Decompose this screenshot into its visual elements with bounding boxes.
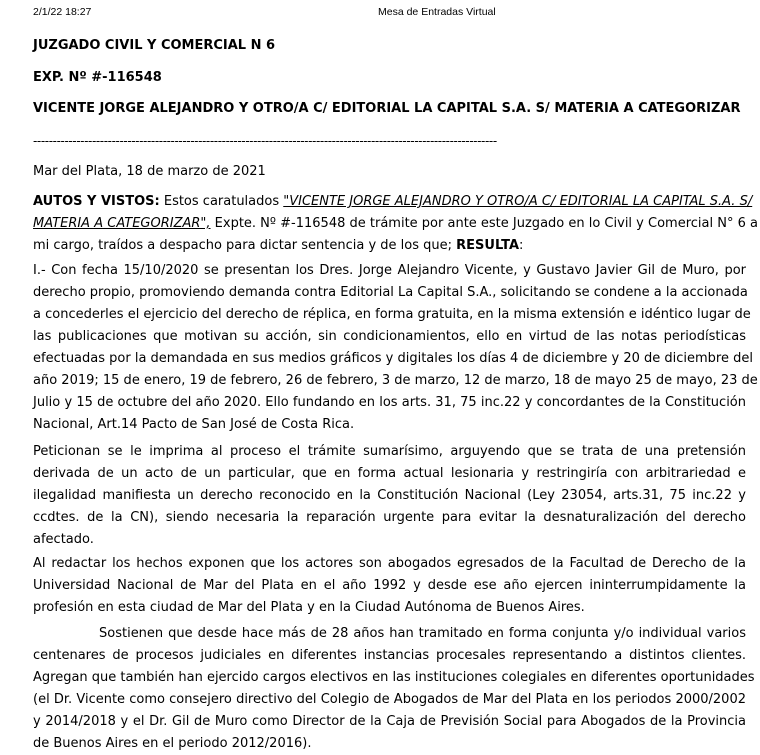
paragraph-line: a concederles el ejercicio del derecho de réplica, en forma gratuita, en la misma extensión e idéntico lugar de [33, 307, 751, 322]
paragraph-line: ilegalidad manifiesta un derecho reconocido en la Constitución Nacional (Ley 23054, arts.31, 75 inc.22 y [33, 488, 746, 503]
paragraph-line: Sostienen que desde hace más de 28 años han tramitado en forma conjunta y/o individual varios [99, 626, 746, 641]
paragraph-line: centenares de procesos judiciales en diferentes instancias procesales representando a distintos clientes. [33, 648, 746, 663]
paragraph-line: año 2019; 15 de enero, 19 de febrero, 26 de febrero, 3 de marzo, 12 de marzo, 18 de mayo 25 de mayo, 23 de [33, 373, 758, 388]
print-site-title: Mesa de Entradas Virtual [378, 6, 496, 18]
paragraph-line: I.- Con fecha 15/10/2020 se presentan los Dres. Jorge Alejandro Vicente, y Gustavo Javier Gil de Muro, por [33, 263, 746, 278]
paragraph-line: y 2014/2018 y el Dr. Gil de Muro como Director de la Caja de Previsión Social para Abogados de la Provincia [33, 714, 746, 729]
print-datetime: 2/1/22 18:27 [33, 6, 92, 18]
autos-colon: : [519, 238, 524, 253]
paragraph-line: las publicaciones que motivan su acción, sin condicionamientos, ello en virtud de las notas periodísticas [33, 329, 746, 344]
case-title: VICENTE JORGE ALEJANDRO Y OTRO/A C/ EDITORIAL LA CAPITAL S.A. S/ MATERIA A CATEGORIZAR [33, 101, 741, 116]
paragraph-line: Al redactar los hechos exponen que los actores son abogados egresados de la Facultad de Derecho de la [33, 556, 746, 571]
paragraph-line: de Buenos Aires en el periodo 2012/2016). [33, 736, 312, 751]
paragraph-line: Peticionan se le imprima al proceso el trámite sumarísimo, arguyendo que se trata de una pretensión [33, 444, 746, 459]
case-caption-quote: MATERIA A CATEGORIZAR", [33, 216, 211, 231]
expediente-number: EXP. Nº #-116548 [33, 70, 162, 85]
autos-paragraph [33, 191, 758, 257]
paragraph-line: profesión en esta ciudad de Mar del Plata y en la Ciudad Autónoma de Buenos Aires. [33, 600, 585, 615]
autos-line [33, 235, 746, 257]
paragraph-4 [33, 623, 755, 755]
paragraph-line: derecho propio, promoviendo demanda contra Editorial La Capital S.A., solicitando se condene a la accionada [33, 285, 748, 300]
separator-line: ---------------------------------------------------------------------------------------------------------------------- [33, 134, 497, 148]
date-line: Mar del Plata, 18 de marzo de 2021 [33, 164, 266, 179]
paragraph-3 [33, 553, 746, 619]
print-header [0, 6, 760, 20]
paragraph-line: Universidad Nacional de Mar del Plata en el año 1992 y desde ese año ejercen ininterrumpidamente la [33, 578, 746, 593]
paragraph-line: Julio y 15 de octubre del año 2020. Ello fundando en los arts. 31, 75 inc.22 y concordantes de la Constitución [33, 395, 746, 410]
paragraph-line: ccdtes. de la CN), siendo necesaria la reparación urgente para evitar la desnaturalización del derecho [33, 510, 746, 525]
paragraph-line: (el Dr. Vicente como consejero directivo del Colegio de Abogados de Mar del Plata en los periodos 2000/2002 [33, 692, 746, 707]
paragraph-line: efectuadas por la demandada en sus medios gráficos y digitales los días 4 de diciembre y 20 de diciembre del [33, 351, 753, 366]
autos-lead: AUTOS Y VISTOS: [33, 194, 160, 209]
paragraph-2 [33, 441, 746, 551]
paragraph-line: Agregan que también han ejercido cargos electivos en las instituciones colegiales en diferentes oportunidades [33, 670, 755, 685]
autos-text: mi cargo, traídos a despacho para dictar sentencia y de los que; [33, 238, 457, 253]
paragraph-line: derivada de un acto de un particular, que en forma actual lesionaria y restringiría con arbitrariedad e [33, 466, 746, 481]
paragraph-line: afectado. [33, 532, 94, 547]
case-caption-quote: "VICENTE JORGE ALEJANDRO Y OTRO/A C/ EDITORIAL LA CAPITAL S.A. S/ [283, 194, 753, 209]
autos-post: Expte. Nº #-116548 de trámite por ante este Juzgado en lo Civil y Comercial N° 6 a [210, 216, 758, 231]
paragraph-1 [33, 260, 758, 436]
resulta-heading: RESULTA [456, 238, 520, 253]
court-name: JUZGADO CIVIL Y COMERCIAL N 6 [33, 38, 276, 53]
autos-pre: Estos caratulados [159, 194, 284, 209]
paragraph-line: Nacional, Art.14 Pacto de San José de Costa Rica. [33, 417, 355, 432]
autos-line [33, 191, 753, 213]
autos-line [33, 213, 758, 235]
